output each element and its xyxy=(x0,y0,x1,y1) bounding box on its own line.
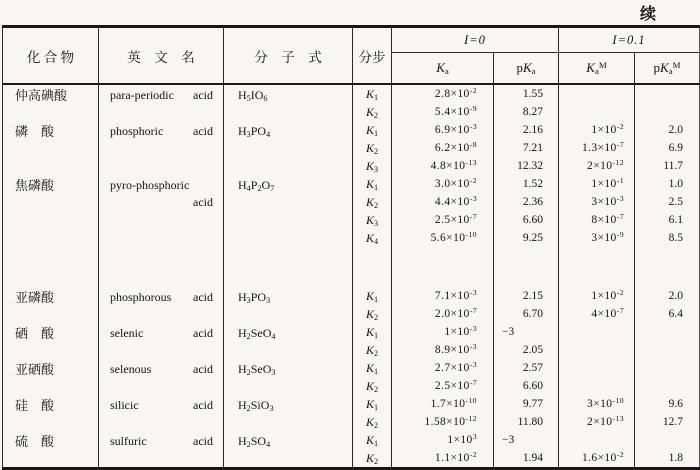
english-name: phosphorous acid xyxy=(110,290,213,304)
table-row xyxy=(3,359,700,377)
pka-cell: 2.16 xyxy=(494,121,559,139)
ka-cell: $6.2\times 10^{-8}$ xyxy=(392,139,494,157)
pka-m-cell xyxy=(635,377,700,395)
step-cell: $K_2$ xyxy=(353,377,392,395)
ka-m-cell xyxy=(559,359,635,377)
col-header-ionic-strength-0.1: I=0.1 xyxy=(559,27,700,53)
step-cell: $K_3$ xyxy=(353,157,392,175)
step-cell: $K_2$ xyxy=(353,413,392,431)
english-name: para-periodic acid xyxy=(110,88,213,102)
pka-m-cell: 1.8 xyxy=(635,449,700,469)
table-row xyxy=(3,431,700,449)
pka-m-cell xyxy=(635,431,700,449)
table-row xyxy=(3,121,700,139)
pka-cell: 1.52 xyxy=(494,175,559,193)
col-header-ka-m: $K_a^M$ xyxy=(559,53,635,85)
pka-m-cell xyxy=(635,341,700,359)
molecular-formula: $H_3PO_4$ xyxy=(238,124,271,140)
ka-m-cell xyxy=(559,323,635,341)
ka-cell: $1.58\times 10^{-12}$ xyxy=(392,413,494,431)
compound-name: 硒 酸 xyxy=(15,326,55,341)
continued-marker: 续 xyxy=(640,6,658,23)
pka-m-cell: 6.9 xyxy=(635,139,700,157)
ka-cell: $8.9\times 10^{-3}$ xyxy=(392,341,494,359)
ka-m-cell: $3\times 10^{-3}$ xyxy=(559,193,635,211)
step-cell: $K_1$ xyxy=(353,287,392,305)
pka-cell: 6.60 xyxy=(494,211,559,229)
ka-cell: $3.0\times 10^{-2}$ xyxy=(392,175,494,193)
compound-name: 焦磷酸 xyxy=(15,178,55,193)
pka-cell: 8.27 xyxy=(494,103,559,121)
ka-cell: $2.5\times 10^{-7}$ xyxy=(392,211,494,229)
ka-cell: $5.4\times 10^{-9}$ xyxy=(392,103,494,121)
ka-m-cell: $3\times 10^{-9}$ xyxy=(559,229,635,247)
step-cell: $K_3$ xyxy=(353,211,392,229)
pka-m-cell: 6.1 xyxy=(635,211,700,229)
compound-name: 磷 酸 xyxy=(15,124,55,139)
table-row xyxy=(3,84,700,103)
pka-m-cell xyxy=(635,84,700,103)
molecular-formula: $H_4P_2O_7$ xyxy=(238,178,275,194)
table-row xyxy=(3,287,700,305)
pka-m-cell xyxy=(635,323,700,341)
ka-cell: $2.7\times 10^{-3}$ xyxy=(392,359,494,377)
ka-m-cell: $4\times 10^{-7}$ xyxy=(559,305,635,323)
table-row xyxy=(3,175,700,193)
step-cell: $K_2$ xyxy=(353,305,392,323)
pka-m-cell: 2.5 xyxy=(635,193,700,211)
compound-name: 亚硒酸 xyxy=(15,362,55,377)
ka-cell: $4.4\times 10^{-3}$ xyxy=(392,193,494,211)
step-cell: $K_4$ xyxy=(353,229,392,247)
ka-cell: $1\times 10^{-3}$ xyxy=(392,323,494,341)
ka-m-cell: $8\times 10^{-7}$ xyxy=(559,211,635,229)
step-cell: $K_1$ xyxy=(353,121,392,139)
compound-name: 亚磷酸 xyxy=(15,290,55,305)
ka-cell: $7.1\times 10^{-3}$ xyxy=(392,287,494,305)
molecular-formula: $H_2SO_4$ xyxy=(238,434,271,450)
pka-m-cell: 6.4 xyxy=(635,305,700,323)
pka-cell: 9.25 xyxy=(494,229,559,247)
step-cell: $K_1$ xyxy=(353,395,392,413)
ka-m-cell: $1\times 10^{-2}$ xyxy=(559,287,635,305)
compound-name: 仲高碘酸 xyxy=(15,88,68,103)
step-cell: $K_2$ xyxy=(353,449,392,469)
ka-m-cell xyxy=(559,431,635,449)
col-header-pka-m: $pK_a^M$ xyxy=(635,53,700,85)
step-cell: $K_2$ xyxy=(353,341,392,359)
pka-m-cell xyxy=(635,359,700,377)
table-row xyxy=(3,395,700,413)
ka-cell: $1.7\times 10^{-10}$ xyxy=(392,395,494,413)
pka-m-cell: 2.0 xyxy=(635,121,700,139)
ka-cell: $4.8\times 10^{-13}$ xyxy=(392,157,494,175)
molecular-formula: $H_2SeO_3$ xyxy=(238,362,276,378)
ka-m-cell xyxy=(559,341,635,359)
pka-cell: 11.80 xyxy=(494,413,559,431)
step-cell: $K_2$ xyxy=(353,139,392,157)
pka-cell: 1.55 xyxy=(494,84,559,103)
col-header-english-name: 英 文 名 xyxy=(99,27,224,85)
ka-m-cell: $1\times 10^{-2}$ xyxy=(559,121,635,139)
pka-m-cell: 11.7 xyxy=(635,157,700,175)
pka-cell: 9.77 xyxy=(494,395,559,413)
acid-constants-table-wrap xyxy=(2,25,700,470)
english-name: sulfuric acid xyxy=(110,434,213,448)
pka-m-cell: 12.7 xyxy=(635,413,700,431)
table-gap-row xyxy=(3,247,700,287)
step-cell: $K_2$ xyxy=(353,193,392,211)
pka-m-cell xyxy=(635,103,700,121)
molecular-formula: $H_2SeO_4$ xyxy=(238,326,276,342)
pka-cell: 6.60 xyxy=(494,377,559,395)
english-name: phosphoric acid xyxy=(110,124,213,138)
col-header-pka: $pK_a$ xyxy=(494,53,559,85)
pka-cell: −3 xyxy=(494,323,559,341)
pka-cell: 1.94 xyxy=(494,449,559,469)
acid-dissociation-constants-table xyxy=(2,25,700,470)
ka-m-cell: $2\times 10^{-12}$ xyxy=(559,157,635,175)
step-cell: $K_1$ xyxy=(353,359,392,377)
step-cell: $K_1$ xyxy=(353,323,392,341)
ka-cell: $5.6\times 10^{-10}$ xyxy=(392,229,494,247)
col-header-formula: 分 子 式 xyxy=(224,27,353,85)
molecular-formula: $H_2SiO_3$ xyxy=(238,398,274,414)
pka-m-cell: 8.5 xyxy=(635,229,700,247)
pka-cell: 2.36 xyxy=(494,193,559,211)
ka-cell: $2.8\times 10^{-2}$ xyxy=(392,84,494,103)
compound-name: 硅 酸 xyxy=(15,398,55,413)
ka-m-cell: $1\times 10^{-1}$ xyxy=(559,175,635,193)
pka-cell: 7.21 xyxy=(494,139,559,157)
compound-name: 硫 酸 xyxy=(15,434,55,449)
ka-m-cell xyxy=(559,377,635,395)
table-header xyxy=(3,27,700,85)
english-name: selenous acid xyxy=(110,362,213,376)
ka-cell: $2.0\times 10^{-7}$ xyxy=(392,305,494,323)
english-name: silicic acid xyxy=(110,398,213,412)
ka-m-cell xyxy=(559,103,635,121)
pka-m-cell: 2.0 xyxy=(635,287,700,305)
col-header-ionic-strength-0: I=0 xyxy=(392,27,559,53)
step-cell: $K_2$ xyxy=(353,103,392,121)
pka-m-cell: 9.6 xyxy=(635,395,700,413)
pka-cell: 2.05 xyxy=(494,341,559,359)
col-header-step: 分步 xyxy=(353,27,392,85)
molecular-formula: $H_5IO_6$ xyxy=(238,88,268,104)
pka-cell: 2.15 xyxy=(494,287,559,305)
ka-cell: $6.9\times 10^{-3}$ xyxy=(392,121,494,139)
pka-cell: 2.57 xyxy=(494,359,559,377)
col-header-compound: 化 合 物 xyxy=(26,49,75,65)
step-cell: $K_1$ xyxy=(353,431,392,449)
step-cell: $K_1$ xyxy=(353,84,392,103)
pka-m-cell: 1.0 xyxy=(635,175,700,193)
ka-m-cell: $3\times 10^{-10}$ xyxy=(559,395,635,413)
step-cell: $K_1$ xyxy=(353,175,392,193)
english-name: pyro-phosphoric acid xyxy=(110,178,213,209)
pka-cell: −3 xyxy=(494,431,559,449)
table-body xyxy=(3,84,700,469)
col-header-ka: $K_a$ xyxy=(392,53,494,85)
table-row xyxy=(3,323,700,341)
pka-cell: 12.32 xyxy=(494,157,559,175)
pka-cell: 6.70 xyxy=(494,305,559,323)
ka-cell: $1\times 10^3$ xyxy=(392,431,494,449)
english-name: selenic acid xyxy=(110,326,213,340)
ka-m-cell xyxy=(559,84,635,103)
ka-m-cell: $1.3\times 10^{-7}$ xyxy=(559,139,635,157)
ka-m-cell: $2\times 10^{-13}$ xyxy=(559,413,635,431)
ka-m-cell: $1.6\times 10^{-2}$ xyxy=(559,449,635,469)
ka-cell: $2.5\times 10^{-7}$ xyxy=(392,377,494,395)
molecular-formula: $H_3PO_3$ xyxy=(238,290,271,306)
ka-cell: $1.1\times 10^{-2}$ xyxy=(392,449,494,469)
